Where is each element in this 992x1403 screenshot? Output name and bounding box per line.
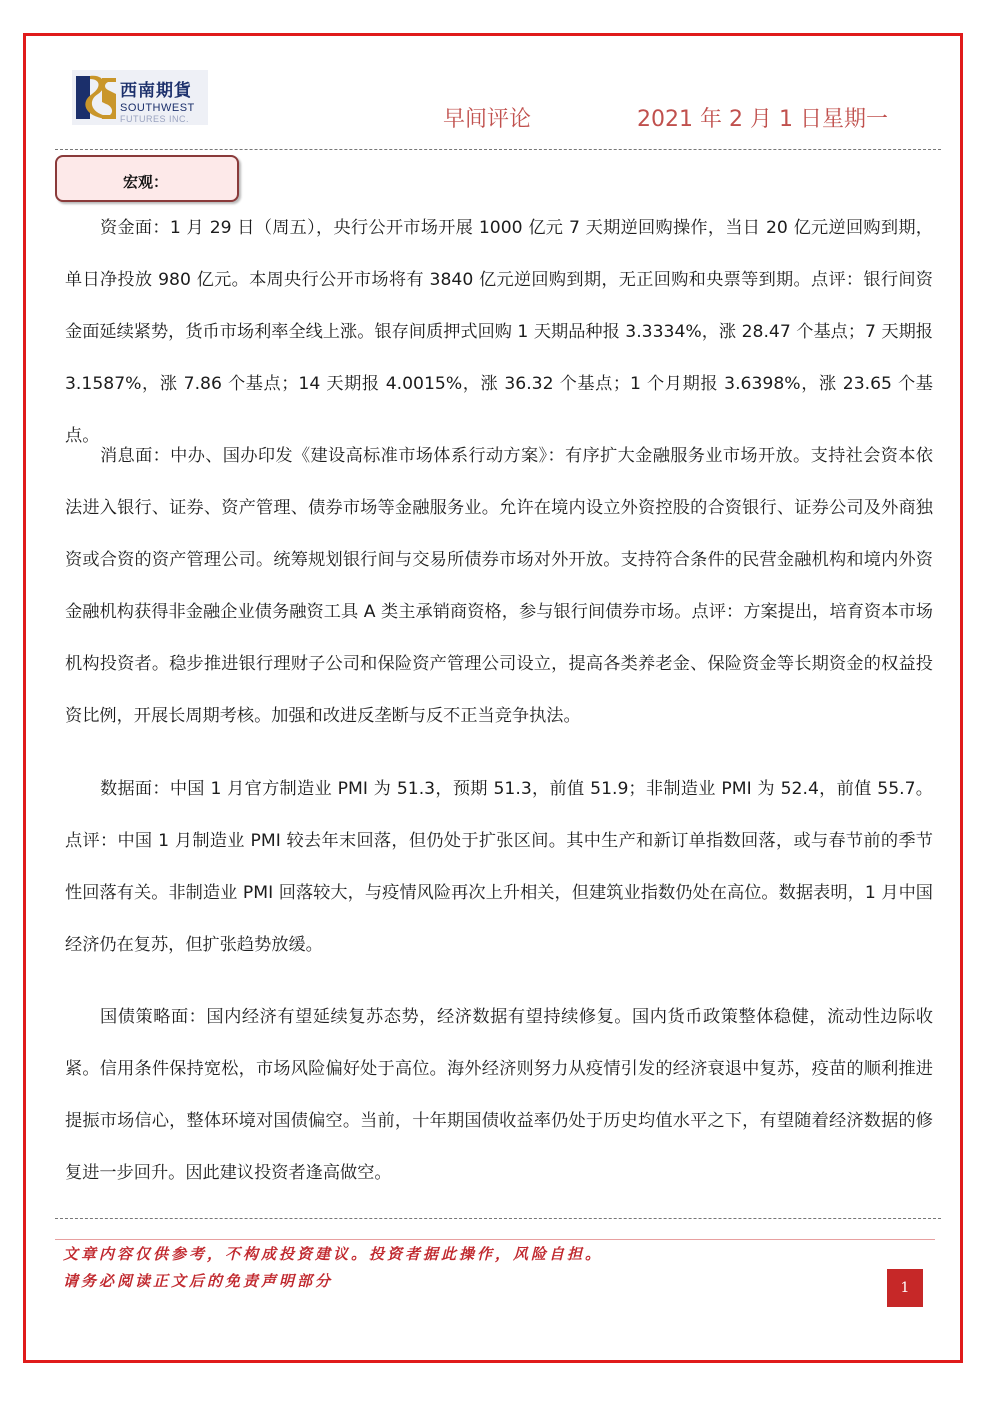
logo-name-en: SOUTHWEST <box>120 102 195 114</box>
report-date: 2021 年 2 月 1 日星期一 <box>637 107 888 132</box>
footer-divider <box>55 1218 941 1219</box>
logo-text <box>120 76 195 124</box>
logo-name-cn: 西南期貨 <box>120 81 192 101</box>
report-title: 早间评论 <box>443 107 532 132</box>
paragraph-news: 消息面：中办、国办印发《建设高标准市场体系行动方案》：有序扩大金融服务业市场开放。支持社会资本依法进入银行、证券、资产管理、债券市场等金融服务业。允许在境内设立外资控股的合资银行、证券公司及外商独资或合资的资产管理公司。统筹规划银行间与交易所债券市场对外开放。支持符合条件的民营金融机构和境内外资金融机构获得非金融企业债务融资工具 A 类主承销商资格，参与银行间债券市场。点评：方案提出，培育资本市场机构投资者。稳步推进银行理财子公司和保险资产管理公司设立，提高各类养老金、保险资金等长期资金的权益投资比例，开展长周期考核。加强和改进反垄断与反不正当竞争执法。 <box>65 446 933 726</box>
header-divider <box>55 149 941 150</box>
section-heading: 宏观： <box>123 173 169 191</box>
logo-name-en-sub: FUTURES INC. <box>120 114 189 124</box>
page-number-badge: 1 <box>887 1269 923 1307</box>
paragraph-bond-strategy: 国债策略面：国内经济有望延续复苏态势，经济数据有望持续修复。国内货币政策整体稳健，流动性边际收紧。信用条件保持宽松，市场风险偏好处于高位。海外经济则努力从疫情引发的经济衰退中复苏，疫苗的顺利推进提振市场信心，整体环境对国债偏空。当前，十年期国债收益率仍处于历史均值水平之下，有望随着经济数据的修复进一步回升。因此建议投资者逢高做空。 <box>65 1007 933 1183</box>
footer-red-line <box>55 1239 935 1240</box>
paragraph-data: 数据面：中国 1 月官方制造业 PMI 为 51.3，预期 51.3，前值 51.9；非制造业 PMI 为 52.4，前值 55.7。点评：中国 1 月制造业 PMI 较去年末回落，但仍处于扩张区间。其中生产和新订单指数回落，或与春节前的季节性回落有关。非制造业 PMI 回落较大，与疫情风险再次上升相关，但建筑业指数仍处在高位。数据表明，1 月中国经济仍在复苏，但扩张趋势放缓。 <box>65 779 933 955</box>
disclaimer-line-1: 文章内容仅供参考，不构成投资建议。投资者据此操作，风险自担。 <box>63 1245 604 1263</box>
disclaimer-line-2: 请务必阅读正文后的免责声明部分 <box>63 1272 334 1290</box>
section-heading-box <box>55 155 239 202</box>
paragraph-funding: 资金面：1 月 29 日（周五），央行公开市场开展 1000 亿元 7 天期逆回购操作，当日 20 亿元逆回购到期，单日净投放 980 亿元。本周央行公开市场将有 3840 亿元逆回购到期，无正回购和央票等到期。点评：银行间资金面延续紧势，货币市场利率全线上涨。银存间质押式回购 1 天期品种报 3.3334%，涨 28.47 个基点；7 天期报 3.1587%，涨 7.86 个基点；14 天期报 4.0015%，涨 36.32 个基点；1 个月期报 3.6398%，涨 23.65 个基点。 <box>65 218 933 446</box>
